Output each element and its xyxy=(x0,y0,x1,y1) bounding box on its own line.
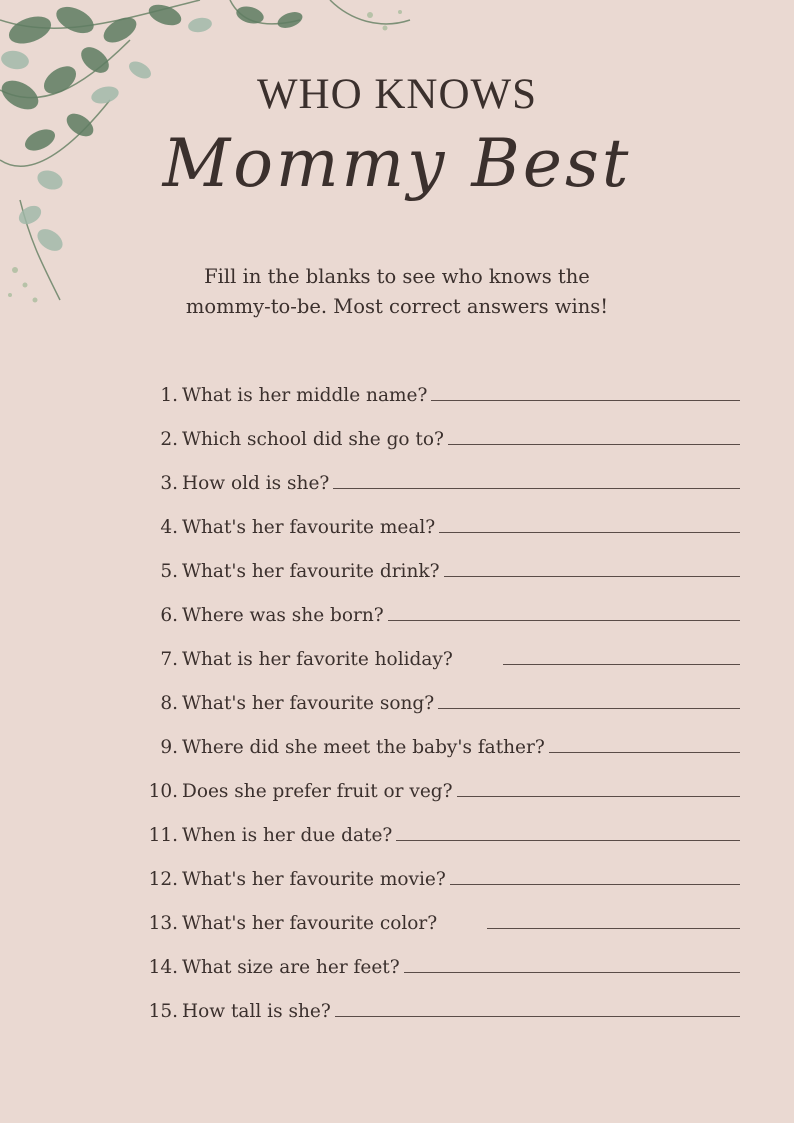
question-number: 7. xyxy=(160,649,178,670)
question-item xyxy=(140,626,740,670)
answer-blank[interactable] xyxy=(388,619,740,621)
answer-blank[interactable] xyxy=(450,883,740,885)
question-item xyxy=(140,934,740,978)
question-number: 5. xyxy=(160,561,178,582)
question-text: Does she prefer fruit or veg? xyxy=(182,781,453,802)
question-text: Where was she born? xyxy=(182,605,384,626)
answer-blank[interactable] xyxy=(457,795,740,797)
question-text: Where did she meet the baby's father? xyxy=(182,737,545,758)
question-number: 8. xyxy=(160,693,178,714)
question-number: 1. xyxy=(160,385,178,406)
answer-blank[interactable] xyxy=(503,663,740,665)
question-item xyxy=(140,494,740,538)
answer-blank[interactable] xyxy=(487,927,740,929)
question-number: 12. xyxy=(148,869,178,890)
question-item xyxy=(140,978,740,1022)
question-number: 6. xyxy=(160,605,178,626)
question-item xyxy=(140,582,740,626)
answer-blank[interactable] xyxy=(333,487,740,489)
question-text: What's her favourite meal? xyxy=(182,517,436,538)
question-item xyxy=(140,450,740,494)
question-text: How old is she? xyxy=(182,473,330,494)
title-mommy-best: Mommy Best xyxy=(162,125,632,202)
instructions-line-2: mommy-to-be. Most correct answers wins! xyxy=(185,295,609,318)
question-item xyxy=(140,538,740,582)
question-item xyxy=(140,670,740,714)
answer-blank[interactable] xyxy=(335,1015,740,1017)
answer-blank[interactable] xyxy=(439,531,740,533)
question-text: How tall is she? xyxy=(182,1001,331,1022)
question-text: What size are her feet? xyxy=(182,957,400,978)
question-list xyxy=(140,362,740,1022)
question-number: 4. xyxy=(160,517,178,538)
question-text: What's her favourite movie? xyxy=(182,869,446,890)
question-number: 2. xyxy=(160,429,178,450)
question-number: 10. xyxy=(148,781,178,802)
answer-blank[interactable] xyxy=(444,575,741,577)
answer-blank[interactable] xyxy=(396,839,740,841)
question-text: When is her due date? xyxy=(182,825,393,846)
question-item xyxy=(140,846,740,890)
question-text: What's her favourite song? xyxy=(182,693,435,714)
answer-blank[interactable] xyxy=(438,707,740,709)
question-item xyxy=(140,714,740,758)
question-item xyxy=(140,758,740,802)
question-number: 15. xyxy=(148,1001,178,1022)
question-number: 14. xyxy=(148,957,178,978)
question-item xyxy=(140,362,740,406)
answer-blank[interactable] xyxy=(431,399,740,401)
title-who-knows: WHO KNOWS xyxy=(256,71,538,118)
question-text: What's her favourite drink? xyxy=(182,561,440,582)
instructions xyxy=(0,262,794,322)
question-number: 11. xyxy=(148,825,178,846)
question-item xyxy=(140,406,740,450)
question-number: 9. xyxy=(160,737,178,758)
answer-blank[interactable] xyxy=(549,751,740,753)
question-text: Which school did she go to? xyxy=(182,429,444,450)
instructions-line-1: Fill in the blanks to see who knows the xyxy=(204,265,590,288)
question-text: What is her middle name? xyxy=(182,385,428,406)
answer-blank[interactable] xyxy=(448,443,740,445)
question-text: What's her favourite color? xyxy=(182,913,438,934)
question-text: What is her favorite holiday? xyxy=(182,649,453,670)
question-number: 3. xyxy=(160,473,178,494)
answer-blank[interactable] xyxy=(404,971,740,973)
question-item xyxy=(140,890,740,934)
question-number: 13. xyxy=(148,913,178,934)
question-item xyxy=(140,802,740,846)
